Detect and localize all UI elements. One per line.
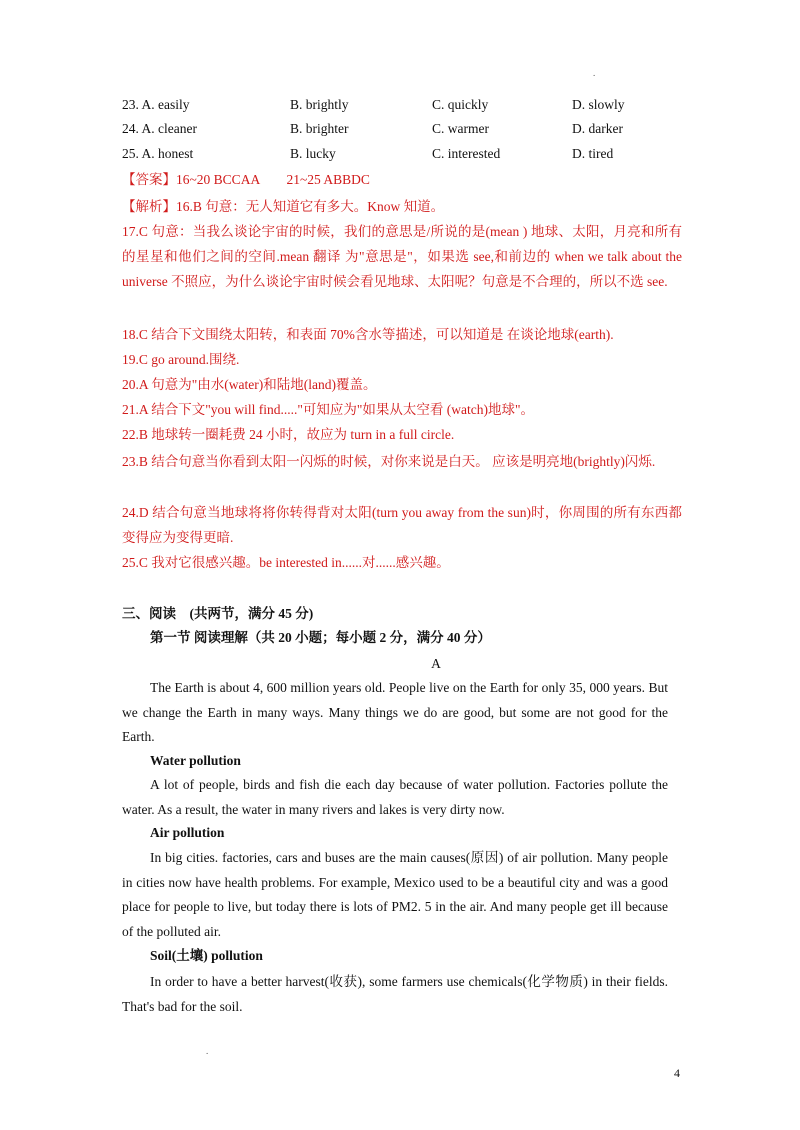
option-c: C. interested: [432, 146, 501, 161]
heading-air-pollution: Air pollution: [150, 825, 225, 840]
subsection-title: 第一节 阅读理解（共 20 小题；每小题 2 分，满分 40 分）: [150, 630, 491, 645]
option-a: 25. A. honest: [122, 146, 194, 161]
analysis-16: 【解析】16.B 句意：无人知道它有多大。Know 知道。: [122, 199, 445, 214]
analysis-20: 20.A 句意为"由水(water)和陆地(land)覆盖。: [122, 377, 377, 392]
passage-paragraph-4: In order to have a better harvest(收获), some farmers use chemicals(化学物质) in their fields. That's bad for the soil.: [122, 974, 668, 1014]
option-b: B. brighter: [290, 121, 349, 136]
page-number: 4: [674, 1066, 680, 1080]
heading-soil-pollution: Soil(土壤) pollution: [150, 948, 263, 963]
analysis-19: 19.C go around.围绕.: [122, 352, 240, 367]
analysis-24: 24.D 结合句意当地球将将你转得背对太阳(turn you away from the sun)时，你周围的所有东西都变得应为变得更暗.: [122, 505, 682, 545]
option-a: 24. A. cleaner: [122, 121, 197, 136]
option-d: D. tired: [572, 146, 614, 161]
analysis-18: 18.C 结合下文围绕太阳转，和表面 70%含水等描述，可以知道是 在谈论地球(earth).: [122, 327, 614, 342]
analysis-25: 25.C 我对它很感兴趣。be interested in......对......感兴趣。: [122, 555, 450, 570]
passage-label: A: [431, 656, 441, 671]
option-a: 23. A. easily: [122, 97, 190, 112]
option-d: D. darker: [572, 121, 623, 136]
analysis-17: 17.C 句意：当我么谈论宇宙的时候，我们的意思是/所说的是(mean ) 地球、太阳，月亮和所有的星星和他们之间的空间.mean 翻译 为"意思是"，如果选 see,和前边的 when we talk about the universe 不照应，为什么谈论宇宙时候会看见地球、太阳呢？句意是不合理的，所以不选 see.: [122, 224, 682, 289]
option-c: C. quickly: [432, 97, 489, 112]
passage-paragraph-3: In big cities. factories, cars and buses are the main causes(原因) of air pollution. Many people in cities now have health problems. For example, Mexico used to be a beautiful city and was a good place for people to live, but today there is lots of PM2. 5 in the air. And many people get ill because of the polluted air.: [122, 850, 668, 939]
passage-paragraph-2: A lot of people, birds and fish die each day because of water pollution. Factories pollute the water. As a result, the water in many rivers and lakes is very dirty now.: [122, 777, 668, 817]
options-row-25: [122, 146, 692, 166]
option-b: B. lucky: [290, 146, 336, 161]
option-d: D. slowly: [572, 97, 625, 112]
analysis-22: 22.B 地球转一圈耗费 24 小时，故应为 turn in a full circle.: [122, 427, 455, 442]
stray-dot: .: [206, 1046, 209, 1056]
answer-line: 【答案】16~20 BCCAA 21~25 ABBDC: [122, 172, 370, 187]
passage-paragraph-1: The Earth is about 4, 600 million years old. People live on the Earth for only 35, 000 years. But we change the Earth in many ways. Many things we do are good, but some are not good for the Earth.: [122, 680, 668, 744]
heading-water-pollution: Water pollution: [150, 753, 241, 768]
option-c: C. warmer: [432, 121, 489, 136]
option-b: B. brightly: [290, 97, 349, 112]
options-row-23: [122, 97, 692, 117]
section-title: 三、阅读 (共两节，满分 45 分): [122, 606, 314, 621]
analysis-21: 21.A 结合下文"you will find....."可知应为"如果从太空看 (watch)地球"。: [122, 402, 535, 417]
options-row-24: [122, 121, 692, 141]
stray-dot: .: [593, 68, 596, 78]
analysis-23: 23.B 结合句意当你看到太阳一闪烁的时候，对你来说是白天。 应该是明亮地(brightly)闪烁.: [122, 454, 656, 469]
